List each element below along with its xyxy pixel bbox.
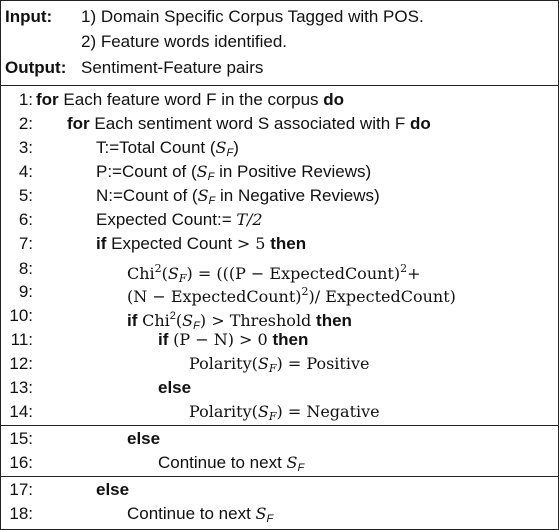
math-s: S <box>286 453 298 472</box>
input-item-1: 1) Domain Specific Corpus Tagged with POS. <box>81 7 424 26</box>
line-text: N:=Count of ( <box>96 186 198 205</box>
line-number: 8: <box>18 259 33 278</box>
math-polarity: Polarity( <box>189 354 258 373</box>
keyword-do: do <box>323 90 345 109</box>
math-s: S <box>215 138 227 157</box>
line-number: 13: <box>9 378 33 397</box>
line-number: 15: <box>9 429 33 448</box>
keyword-then: then <box>270 234 307 253</box>
math-formula: (N − ExpectedCount) <box>127 287 302 306</box>
input-label: Input: <box>5 7 53 26</box>
line-number: 17: <box>9 480 33 499</box>
line-number: 2: <box>18 114 33 133</box>
math-s: S <box>255 504 267 523</box>
math-chi: Chi <box>142 311 170 330</box>
math-result: ) = Negative <box>276 402 380 421</box>
line-text: Continue to next <box>158 453 287 472</box>
keyword-else: else <box>127 429 161 448</box>
math-result: ) = Positive <box>276 354 370 373</box>
output-label: Output: <box>5 58 67 77</box>
math-formula-2: )/ ExpectedCount) <box>308 287 456 306</box>
math-sub-f: F <box>207 171 215 183</box>
keyword-for: for <box>36 90 59 109</box>
keyword-else: else <box>96 480 130 499</box>
math-formula: ) = (((P − ExpectedCount) <box>186 264 401 283</box>
math-sub-f: F <box>178 272 187 285</box>
math-expr: (P − N) > 0 <box>173 330 268 349</box>
math-sub-f: F <box>193 320 200 332</box>
math-chi: Chi <box>127 264 155 283</box>
math-sup-2: 2 <box>301 285 309 298</box>
math-s: S <box>182 311 194 330</box>
line-text-2: in Positive Reviews) <box>214 162 372 181</box>
keyword-else: else <box>158 378 192 397</box>
math-open: ( <box>175 311 183 330</box>
math-sub-f: F <box>268 410 277 423</box>
math-s: S <box>257 402 269 421</box>
line-number: 12: <box>9 354 33 373</box>
line-text: P:=Count of ( <box>96 162 197 181</box>
section-divider-2 <box>1 476 558 477</box>
line-number: 11: <box>10 330 33 349</box>
line-number: 3: <box>18 138 33 157</box>
line-number: 18: <box>9 504 33 523</box>
keyword-do: do <box>409 114 431 133</box>
output-text: Sentiment-Feature pairs <box>81 58 264 77</box>
input-item-2: 2) Feature words identified. <box>81 32 287 51</box>
keyword-then: then <box>272 330 309 349</box>
line-number: 1: <box>18 90 33 109</box>
line-text: Expected Count:= <box>96 210 237 229</box>
keyword-for: for <box>67 114 90 133</box>
math-sup-2: 2 <box>154 262 162 275</box>
algorithm-box: Input: 1) Domain Specific Corpus Tagged with POS. 2) Feature words identified. Output: Sentiment-Feature pairs 1: for Each feature word F in the corpus do 2: for Each sentiment word S associated with F do 3: T:=Total Count $(S_F)$ 4: P:=Count of ($S_F$ in Positive Reviews) 5: N:=Count of ($S_F$ in Negative Reviews) 6: Expected Count:= T/2 7: if Expected Count > 5 then 8: $Chi^2(S_F) = (((P$ − ExpectedCount)$^2$+ 9: (N − ExpectedCount)$^2$)/ ExpectedCount) 10: if $Chi^2(S_F)$ > Threshold then 11: if (P − N) > 0 then 12: $Polarity(S_F)$ = Positive 13: else 14: $Polarity(S_F)$ = Negative 15: else 16: Continue to next $S_F$ 17: else 18: Continue to next $S_F$ <box>0 0 559 530</box>
math-sup-2: 2 <box>400 262 408 275</box>
math-sub-f: F <box>226 147 234 159</box>
math-sub-f: F <box>266 513 274 525</box>
keyword-then: then <box>316 311 352 330</box>
line-text-2: in Negative Reviews) <box>215 186 380 205</box>
math-formula: ) > Threshold <box>199 311 312 330</box>
line-number: 10: <box>9 306 33 325</box>
line-number: 5: <box>18 186 33 205</box>
keyword-if: if <box>158 330 169 349</box>
line-text: Each sentiment word S associated with F <box>89 114 410 133</box>
math-expr: > 5 <box>236 234 266 253</box>
line-number: 4: <box>18 162 33 181</box>
line-number: 16: <box>9 453 33 472</box>
math-s: S <box>257 354 269 373</box>
line-text: T:=Total Count ( <box>96 138 216 157</box>
line-number: 6: <box>18 210 33 229</box>
math-s: S <box>196 162 208 181</box>
keyword-if: if <box>127 311 138 330</box>
line-text: Expected Count <box>106 234 237 253</box>
line-text: Continue to next <box>127 504 256 523</box>
math-expr: T/2 <box>236 210 263 229</box>
line-number: 14: <box>9 402 33 421</box>
math-polarity: Polarity( <box>189 402 258 421</box>
math-sub-f: F <box>208 195 216 207</box>
line-number: 9: <box>18 282 33 301</box>
line-number: 7: <box>18 234 33 253</box>
line-text: Each feature word F in the corpus <box>58 90 324 109</box>
math-s: S <box>167 264 179 283</box>
math-plus: + <box>407 264 421 283</box>
math-sub-f: F <box>268 362 277 375</box>
header-divider <box>1 85 558 86</box>
section-divider-1 <box>1 425 558 426</box>
math-sub-f: F <box>297 462 305 474</box>
math-s: S <box>197 186 209 205</box>
math-open: ( <box>161 264 168 283</box>
keyword-if: if <box>96 234 107 253</box>
math-sup-2: 2 <box>169 310 176 322</box>
